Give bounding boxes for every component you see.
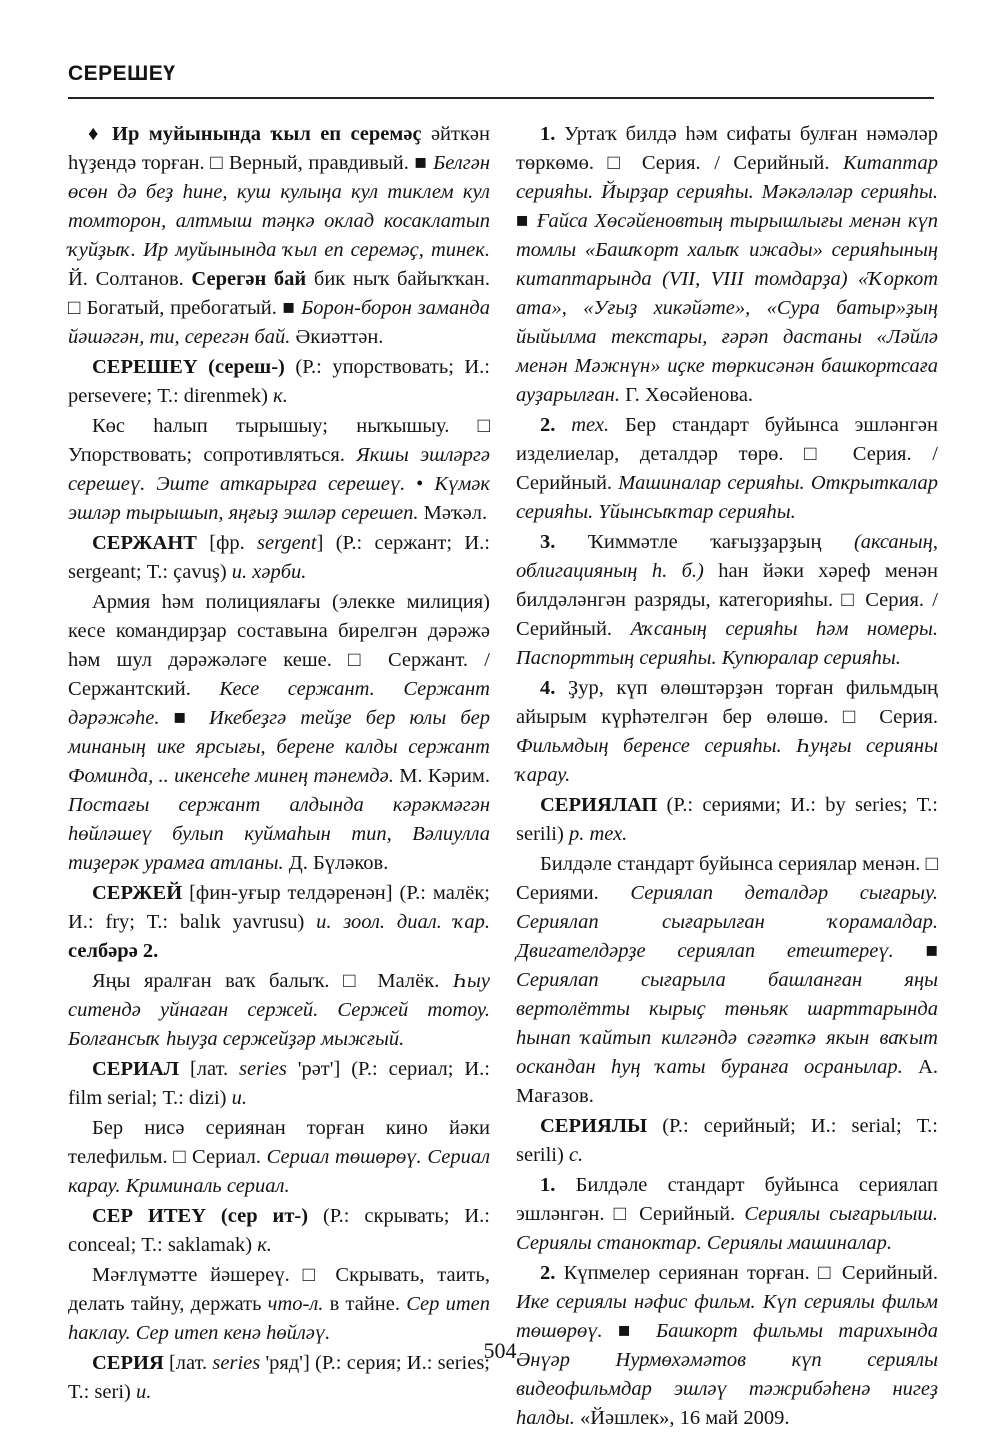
italic-text: series <box>239 1058 287 1080</box>
right-column <box>516 120 938 1434</box>
italic-text: sergent <box>257 532 317 554</box>
italic-text: р. тех. <box>568 823 628 845</box>
body-text: ■ <box>602 1320 656 1342</box>
headword-text: 1. <box>540 123 556 145</box>
body-text: (Р.: скрывать; И.: conceal; Т.: saklamak) <box>68 1205 490 1256</box>
italic-text: что-л. <box>267 1293 324 1315</box>
body-text: әйткән һүҙендә торған. □ Верный, правдивый. ■ <box>68 123 490 174</box>
italic-text: Сериялап деталдәр сығарыу. Сериялап сығарылған ҡорамалдар. Двигателдәрҙе сериялап етештереү. <box>516 882 938 962</box>
body-text: бик ныҡ байыҡҡан. □ Богатый, пребогатый. ■ <box>68 268 490 319</box>
headword-text: СЕР ИТЕҮ (сер ит-) <box>92 1205 309 1227</box>
italic-text: к. <box>273 385 288 407</box>
body-text: [фин-уғыр телдәренән] (Р.: малёк; И.: fry; Т.: balık yavrusu) <box>68 882 490 933</box>
body-text: М. Кәрим. <box>393 765 490 787</box>
dictionary-paragraph <box>516 850 938 1111</box>
body-text: ] (Р.: сержант; И.: sergeant; Т.: çavuş) <box>68 532 490 583</box>
dictionary-paragraph <box>516 411 938 527</box>
running-head: СЕРЕШЕҮ <box>68 62 176 85</box>
italic-text: Икебеҙгә тейҙе бер юлы бер минаның ике ярсығы, берене калды сержант Фоминда, .. икенсеһе минең тәнемдә. <box>68 707 490 787</box>
body-text: (Р.: серийный; И.: serial; Т.: serili) <box>516 1115 938 1166</box>
dictionary-paragraph <box>68 120 490 352</box>
body-text: Г. Хөсәйенова. <box>619 384 754 406</box>
dictionary-paragraph <box>68 353 490 411</box>
italic-text: Машиналар серияһы. Открыткалар серияһы. Үйынсыҡтар серияһы. <box>516 472 938 523</box>
italic-text: Китаптар серияһы. Йырҙар серияһы. Мәкәләләр серияһы. <box>516 152 938 203</box>
headword-text: Серегән бай <box>191 268 307 290</box>
italic-text: Якшы эшләргә серешеү. Эште аткарырға серешеү. <box>68 444 490 495</box>
header-rule <box>68 97 934 99</box>
italic-text: к. <box>257 1234 272 1256</box>
headword-text: селбәрә 2. <box>68 940 159 962</box>
headword-text: СЕРИЯ <box>92 1352 164 1374</box>
italic-text: Постағы сержант алдында кәрәкмәгән һөйләшеү булып куймаһын тип, Вәлиулла тиҙерәк урамға атланы. <box>68 794 490 874</box>
headword-text: СЕРЕШЕҮ (сереш-) <box>92 356 285 378</box>
italic-text: и. хәрби. <box>231 561 307 583</box>
body-text: «Йәшлек», 16 май 2009. <box>574 1407 790 1429</box>
body-text: Ҡиммәтле ҡағыҙҙарҙың <box>555 531 854 553</box>
body-text: Д. Бүләков. <box>283 852 389 874</box>
body-text: Билдәле стандарт буйынса сериялап эшләнгән. □ Серийный. <box>516 1174 938 1225</box>
headword-text: СЕРИЯЛЫ <box>540 1115 648 1137</box>
headword-text: 2. <box>540 414 556 436</box>
dictionary-paragraph <box>516 674 938 790</box>
body-text: Уртаҡ билдә һәм сифаты булған нәмәләр төркөмө. □ Серия. / Серийный. <box>516 123 938 174</box>
body-text: 'ряд'] (Р.: серия; И.: series; Т.: seri) <box>68 1352 490 1403</box>
body-text: ■ <box>159 707 210 729</box>
italic-text: Аҡсаның серияһы һәм номеры. Паспорттың серияһы. Купюралар серияһы. <box>516 618 938 669</box>
dictionary-paragraph <box>68 412 490 528</box>
headword-text: 1. <box>540 1174 556 1196</box>
body-text <box>555 414 571 436</box>
body-text: ■ <box>893 940 938 962</box>
italic-text: Сериялап сығарыла башланған яңы вертолётты кырыҫ төньяк шарттарында һынап ҡайтып килгәндә сәғәткә якын ваҡыт оскандан һуң ҡаты буранға осранылар. <box>516 969 938 1078</box>
headword-text: СЕРИЯЛАП <box>540 794 658 816</box>
body-text: (Р.: сериями; И.: by series; Т.: serili) <box>516 794 938 845</box>
body-text: Й. Солтанов. <box>68 268 192 290</box>
headword-text: 4. <box>540 677 556 699</box>
body-text: Бер нисә сериянан торған кино йәки телефильм. □ Сериал. <box>68 1117 490 1168</box>
body-text: Армия һәм полициялағы (элекке милиция) кесе командирҙар составына бирелгән дәрәжә һәм шул дәрәжәләге кеше. □ Сержант. / Сержантский. <box>68 591 490 700</box>
italic-text: и. <box>231 1087 247 1109</box>
italic-text: Ике сериялы нәфис фильм. Күп сериялы фильм төшөрөү. <box>516 1291 938 1342</box>
body-text: А. Мағазов. <box>516 1056 938 1107</box>
dictionary-paragraph <box>516 1171 938 1258</box>
dictionary-paragraph <box>68 529 490 587</box>
italic-text: и. зоол. диал. ҡар. <box>316 911 490 933</box>
dictionary-paragraph <box>68 1055 490 1113</box>
body-text: Мәғлүмәтте йәшереү. □ Скрывать, таить, делать тайну, держать <box>68 1264 490 1315</box>
italic-text: (аксаның, облигацияның һ. б.) <box>516 531 938 582</box>
italic-text: Сериал төшөрөү. Сериал карау. Криминаль сериал. <box>68 1146 491 1197</box>
body-text: Күпмелер сериянан торған. □ Серийный. <box>555 1262 938 1284</box>
italic-text: тех. <box>571 414 610 436</box>
dictionary-paragraph <box>516 1112 938 1170</box>
headword-text: СЕРИАЛ <box>92 1058 180 1080</box>
body-text: ■ <box>516 210 537 232</box>
left-column <box>68 120 490 1408</box>
italic-text: Белгән өсөн дә беҙ һине, куш кулыңа кул тиклем кул томторон, алтмыш тәңкә оклад косаклатып ҡуйҙыҡ. Ир муйынында ҡыл еп серемәҫ, тинек. <box>68 152 490 261</box>
body-text: [лат. <box>179 1058 240 1080</box>
body-text: Мәҡәл. <box>418 502 488 524</box>
headword-text: 3. <box>540 531 556 553</box>
dictionary-paragraph <box>68 967 490 1054</box>
dictionary-paragraph <box>68 1114 490 1201</box>
italic-text: series <box>212 1352 261 1374</box>
italic-text: Сериялы сығарылыш. Сериялы станоктар. Сериялы машиналар. <box>516 1203 938 1254</box>
body-text: 'рәт'] (Р.: сериал; И.: film serial; Т.: dizi) <box>68 1058 491 1109</box>
dictionary-paragraph <box>68 1261 490 1348</box>
body-text: Көс һалып тырышыу; ныҡышыу. □ Упорствовать; сопротивляться. <box>68 415 490 466</box>
dictionary-paragraph <box>516 120 938 410</box>
body-text: Яңы яралған ваҡ балыҡ. □ Малёк. <box>92 970 453 992</box>
body-text: [лат. <box>163 1352 213 1374</box>
italic-text: Ғайса Хөсәйеновтың тырышлығы менән күп томлы «Башҡорт халыҡ ижады» серияһының китаптарында (VII, VIII томдарҙа) «Ҡоркот ата», «Уғыҙ хикәйәте», «Сура батыр»ҙың йыйылма текстары, ғәрәп дастаны «Ләйлә менән Мәжнүн» иҫке төркисәнән башкортсаға ауҙарылған. <box>516 210 938 406</box>
dictionary-paragraph <box>68 588 490 878</box>
headword-text: СЕРЖЕЙ <box>92 882 183 904</box>
italic-text: Сер итеп һаклау. Сер итеп кенә һөйләү. <box>68 1293 490 1344</box>
italic-text: Борон-борон заманда йәшәгән, ти, серегән бай. <box>68 297 490 348</box>
dictionary-paragraph <box>68 879 490 966</box>
body-text: Бер стандарт буйынса эшләнгән изделиелар, деталдәр төрө. □ Серия. / Серийный. <box>516 414 938 494</box>
body-text: һан йәки хәреф менән билдәләнгән разряды, категорияһы. □ Серия. / Серийный. <box>516 560 939 640</box>
body-text: (Р.: упорствовать; И.: persevere; Т.: direnmek) <box>68 356 490 407</box>
italic-text: Башкорт фильмы тарихында Әнүәр Нурмөхәмәтов күп сериялы видеофильмдар эшләү тәжрибәһенә нигеҙ һалды. <box>516 1320 938 1429</box>
italic-text: Кесе сержант. Сержант дәрәжәһе. <box>68 678 490 729</box>
body-text: Билдәле стандарт буйынса сериялар менән. □ Сериями. <box>516 853 938 904</box>
italic-text: Күмәк эшләр тырышып, яңғыҙ эшләр серешеп. <box>68 473 490 524</box>
body-text: в тайне. <box>323 1293 407 1315</box>
body-text: Әкиәттән. <box>290 326 384 348</box>
italic-text: и. <box>135 1381 152 1403</box>
body-text: • <box>405 473 435 495</box>
italic-text: Һыу ситендә уйнаған сержей. Сержей тотоу. Болғансыҡ һыуҙа сержейҙәр мыжғый. <box>68 970 490 1050</box>
page-number: 504 <box>483 1338 517 1363</box>
dictionary-paragraph <box>516 791 938 849</box>
dictionary-paragraph <box>68 1202 490 1260</box>
body-text: [фр. <box>196 532 258 554</box>
headword-text: 2. <box>540 1262 556 1284</box>
headword-text: ♦ Ир муйынында ҡыл еп серемәҫ <box>88 123 422 145</box>
headword-text: СЕРЖАНТ <box>92 532 197 554</box>
italic-text: Фильмдың беренсе серияһы. Һуңғы серияны ҡарау. <box>516 735 938 786</box>
dictionary-paragraph <box>516 528 938 673</box>
italic-text: с. <box>568 1144 584 1166</box>
body-text: Ҙур, күп өлөштәрҙән торған фильмдың айырым күрһәтелгән бер өлөшө. □ Серия. <box>516 677 938 728</box>
